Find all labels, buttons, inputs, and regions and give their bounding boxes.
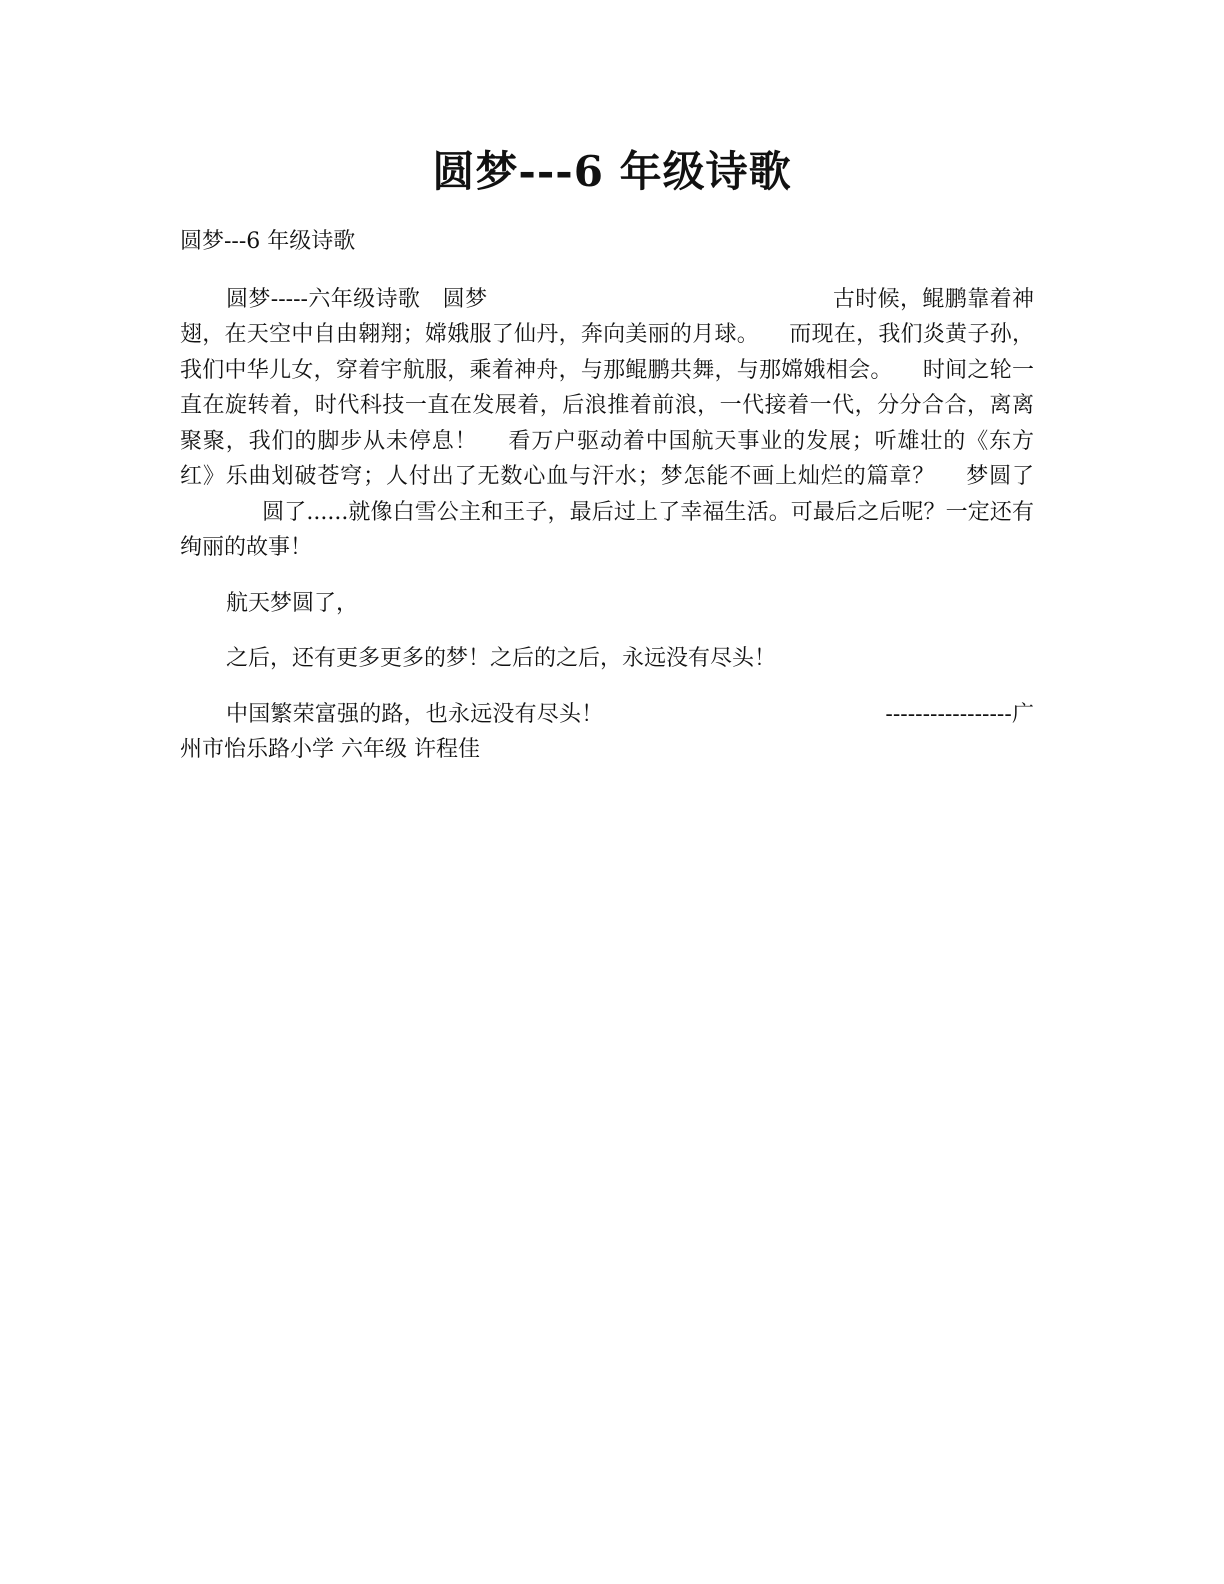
- document-title: 圆梦---6 年级诗歌: [432, 147, 792, 196]
- paragraph-space-dream: 航天梦圆了，: [226, 590, 359, 616]
- document-body: [180, 224, 1034, 788]
- poem-stanza-history: 看万户驱动着中国航天事业的发展；听雄壮的《东方红》乐曲划破苍穹；人付出了无数心血与汗水；梦怎能不画上灿烂的篇章？: [180, 428, 1034, 489]
- paragraph-poem: [180, 282, 1034, 566]
- paragraph-closing: [180, 697, 1034, 768]
- poem-heading: 圆梦-----六年级诗歌: [226, 286, 421, 312]
- poem-stanza-ancient: 古时候，鲲鹏靠着神翅，在天空中自由翱翔；嫦娥服了仙丹，奔向美丽的月球。: [180, 286, 1034, 347]
- poem-stanza-now: 而现在，我们炎黄子孙，我们中华儿女，穿着宇航服，乘着神舟，与那鲲鹏共舞，与那嫦娥相会。: [180, 322, 1034, 383]
- signature-dashes: -----------------: [885, 701, 1012, 727]
- closing-line: 中国繁荣富强的路，也永远没有尽头！: [226, 701, 604, 727]
- poem-title: 圆梦: [442, 286, 488, 312]
- poem-stanza-time: 时间之轮一直在旋转着，时代科技一直在发展着，后浪推着前浪，一代接着一代，分分合合，离离聚聚，我们的脚步从未停息！: [180, 357, 1034, 454]
- author-signature: 广州市怡乐路小学 六年级 许程佳: [180, 701, 1034, 762]
- document-subtitle: 圆梦---6 年级诗歌: [180, 229, 356, 254]
- poem-stanza-dream: 梦圆了: [965, 464, 1034, 489]
- poem-stanza-after: 圆了......就像白雪公主和王子，最后过上了幸福生活。可最后之后呢？一定还有绚丽的故事！: [180, 499, 1034, 560]
- paragraph-more-dreams: 之后，还有更多更多的梦！之后的之后，永远没有尽头！: [226, 646, 777, 671]
